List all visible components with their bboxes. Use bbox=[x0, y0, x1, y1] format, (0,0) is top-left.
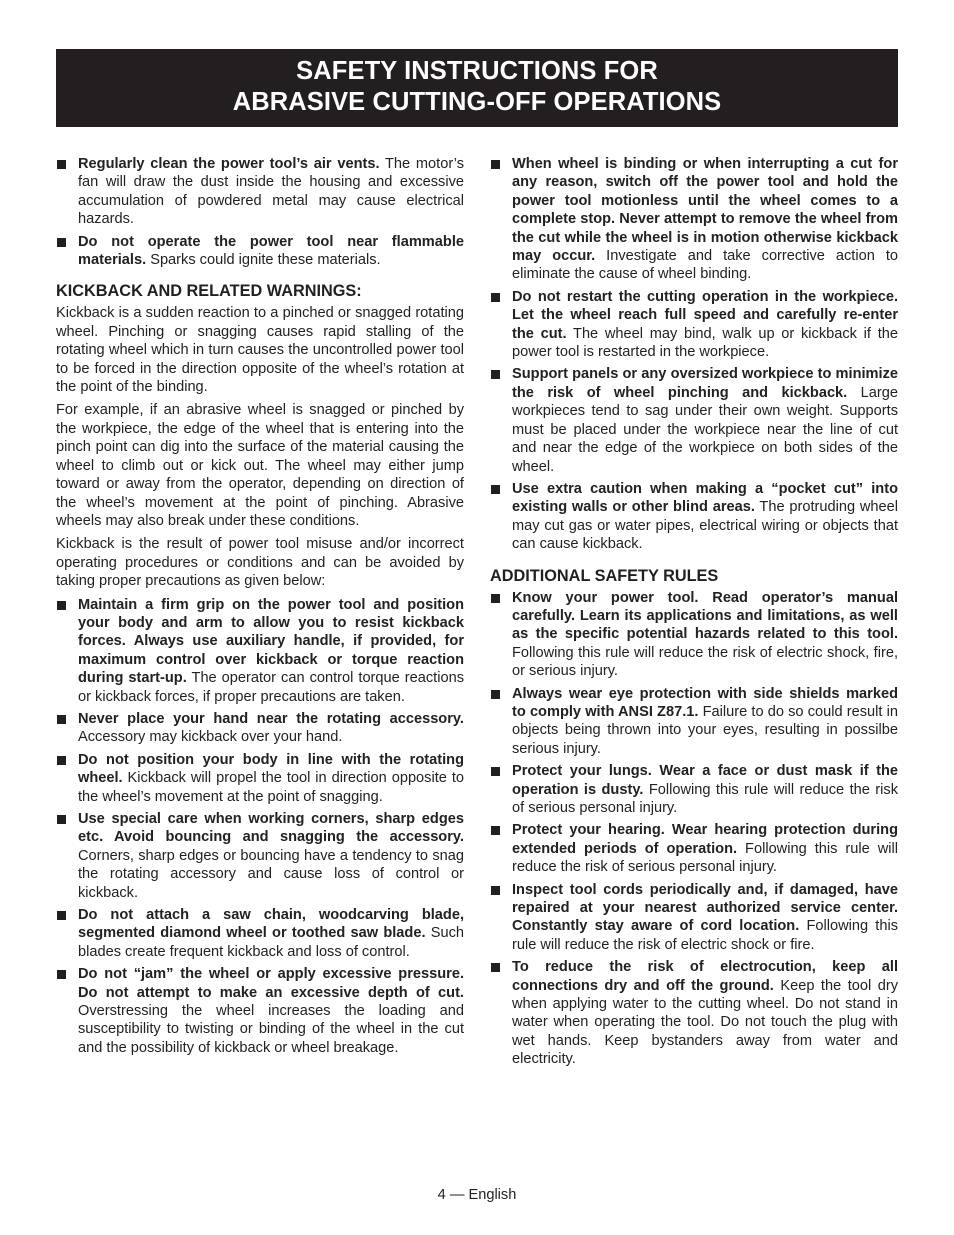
bullet-item: Do not operate the power tool near flammable materials. Sparks could ignite these materials. bbox=[56, 233, 464, 270]
bullet-item: Inspect tool cords periodically and, if damaged, have repaired at your nearest authorized service center. Constantly stay aware of cord location. Following this rule will reduce the risk of electric shock or fire. bbox=[490, 881, 898, 955]
bullet-item: Use special care when working corners, sharp edges etc. Avoid bouncing and snagging the accessory. Corners, sharp edges or bouncing have a tendency to snag the rotating accessory and cause loss of control or kickback. bbox=[56, 810, 464, 902]
paragraph: For example, if an abrasive wheel is snagged or pinched by the workpiece, the edge of the wheel that is entering into the pinch point can dig into the surface of the material causing the wheel to climb out or kick out. The wheel may either jump toward or away from the operator, depending on direction of the wheel’s movement at the point of pinching. Abrasive wheels may also break under these conditions. bbox=[56, 402, 464, 529]
page-footer: 4 — English bbox=[437, 1187, 517, 1203]
bullet-item: When wheel is binding or when interrupting a cut for any reason, switch off the power tool and hold the power tool motionless until the wheel comes to a complete stop. Never attempt to remove the wheel from the cut while the wheel is in motion otherwise kickback may occur. Investigate and take corrective action to eliminate the cause of wheel binding. bbox=[490, 155, 898, 284]
bullet-item: Protect your hearing. Wear hearing protection during extended periods of operation. Following this rule will reduce the risk of serious personal injury. bbox=[490, 821, 898, 876]
title-line-2: ABRASIVE CUTTING-OFF OPERATIONS bbox=[232, 88, 722, 116]
title-banner bbox=[56, 49, 898, 127]
bullet-item: Never place your hand near the rotating accessory. Accessory may kickback over your hand. bbox=[56, 710, 464, 747]
bullet-item: Use extra caution when making a “pocket cut” into existing walls or other blind areas. The protruding wheel may cut gas or water pipes, electrical wiring or objects that can cause kickback. bbox=[490, 480, 898, 554]
bullet-item: Regularly clean the power tool’s air vents. The motor’s fan will draw the dust inside the housing and excessive accumulation of powdered metal may cause electrical hazards. bbox=[56, 155, 464, 229]
bullet-item: Support panels or any oversized workpiece to minimize the risk of wheel pinching and kickback. Large workpieces tend to sag under their own weight. Supports must be placed under the workpiece near the line of cut and near the edge of the workpiece on both sides of the wheel. bbox=[490, 365, 898, 475]
bullet-item: Know your power tool. Read operator’s manual carefully. Learn its applications and limitations, as well as the specific potential hazards related to this tool. Following this rule will reduce the risk of electric shock, fire, or serious injury. bbox=[490, 589, 898, 681]
kickback-heading: KICKBACK AND RELATED WARNINGS: bbox=[56, 282, 362, 301]
bullet-item: Maintain a firm grip on the power tool and position your body and arm to allow you to resist kickback forces. Always use auxiliary handle, if provided, for maximum control over kickback or torque reaction during start-up. The operator can control torque reactions or kickback forces, if proper precautions are taken. bbox=[56, 596, 464, 706]
paragraph: Kickback is the result of power tool misuse and/or incorrect operating procedures or conditions and can be avoided by taking proper precautions as given below: bbox=[56, 536, 464, 590]
bullet-item: Do not attach a saw chain, woodcarving blade, segmented diamond wheel or toothed saw blade. Such blades create frequent kickback and loss of control. bbox=[56, 906, 464, 961]
bullet-item: Do not position your body in line with the rotating wheel. Kickback will propel the tool in direction opposite to the wheel’s movement at the point of snagging. bbox=[56, 751, 464, 806]
title-line-1: SAFETY INSTRUCTIONS FOR bbox=[296, 57, 658, 85]
left-column bbox=[56, 155, 464, 1061]
bullet-item: Always wear eye protection with side shields marked to comply with ANSI Z87.1. Failure to do so could result in objects being thrown into your eyes, resulting in possilbe serious injury. bbox=[490, 685, 898, 759]
bullet-item: Do not restart the cutting operation in the workpiece. Let the wheel reach full speed and carefully re-enter the cut. The wheel may bind, walk up or kickback if the power tool is restarted in the workpiece. bbox=[490, 288, 898, 362]
bullet-item: Protect your lungs. Wear a face or dust mask if the operation is dusty. Following this rule will reduce the risk of serious personal injury. bbox=[490, 762, 898, 817]
right-column bbox=[490, 155, 898, 1073]
paragraph: Kickback is a sudden reaction to a pinched or snagged rotating wheel. Pinching or snagging causes rapid stalling of the rotating wheel which in turn causes the uncontrolled power tool to be forced in the direction opposite of the wheel’s rotation at the point of the binding. bbox=[56, 305, 464, 396]
bullet-item: Do not “jam” the wheel or apply excessive pressure. Do not attempt to make an excessive depth of cut. Overstressing the wheel increases the loading and susceptibility to twisting or binding of the wheel in the cut and the possibility of kickback or wheel breakage. bbox=[56, 965, 464, 1057]
bullet-item: To reduce the risk of electrocution, keep all connections dry and off the ground. Keep the tool dry when applying water to the cutting wheel. Do not stand in water when operating the tool. Do not touch the plug with wet hands. Keep bystanders away from water and electricity. bbox=[490, 958, 898, 1068]
additional-safety-heading: ADDITIONAL SAFETY RULES bbox=[490, 566, 719, 585]
